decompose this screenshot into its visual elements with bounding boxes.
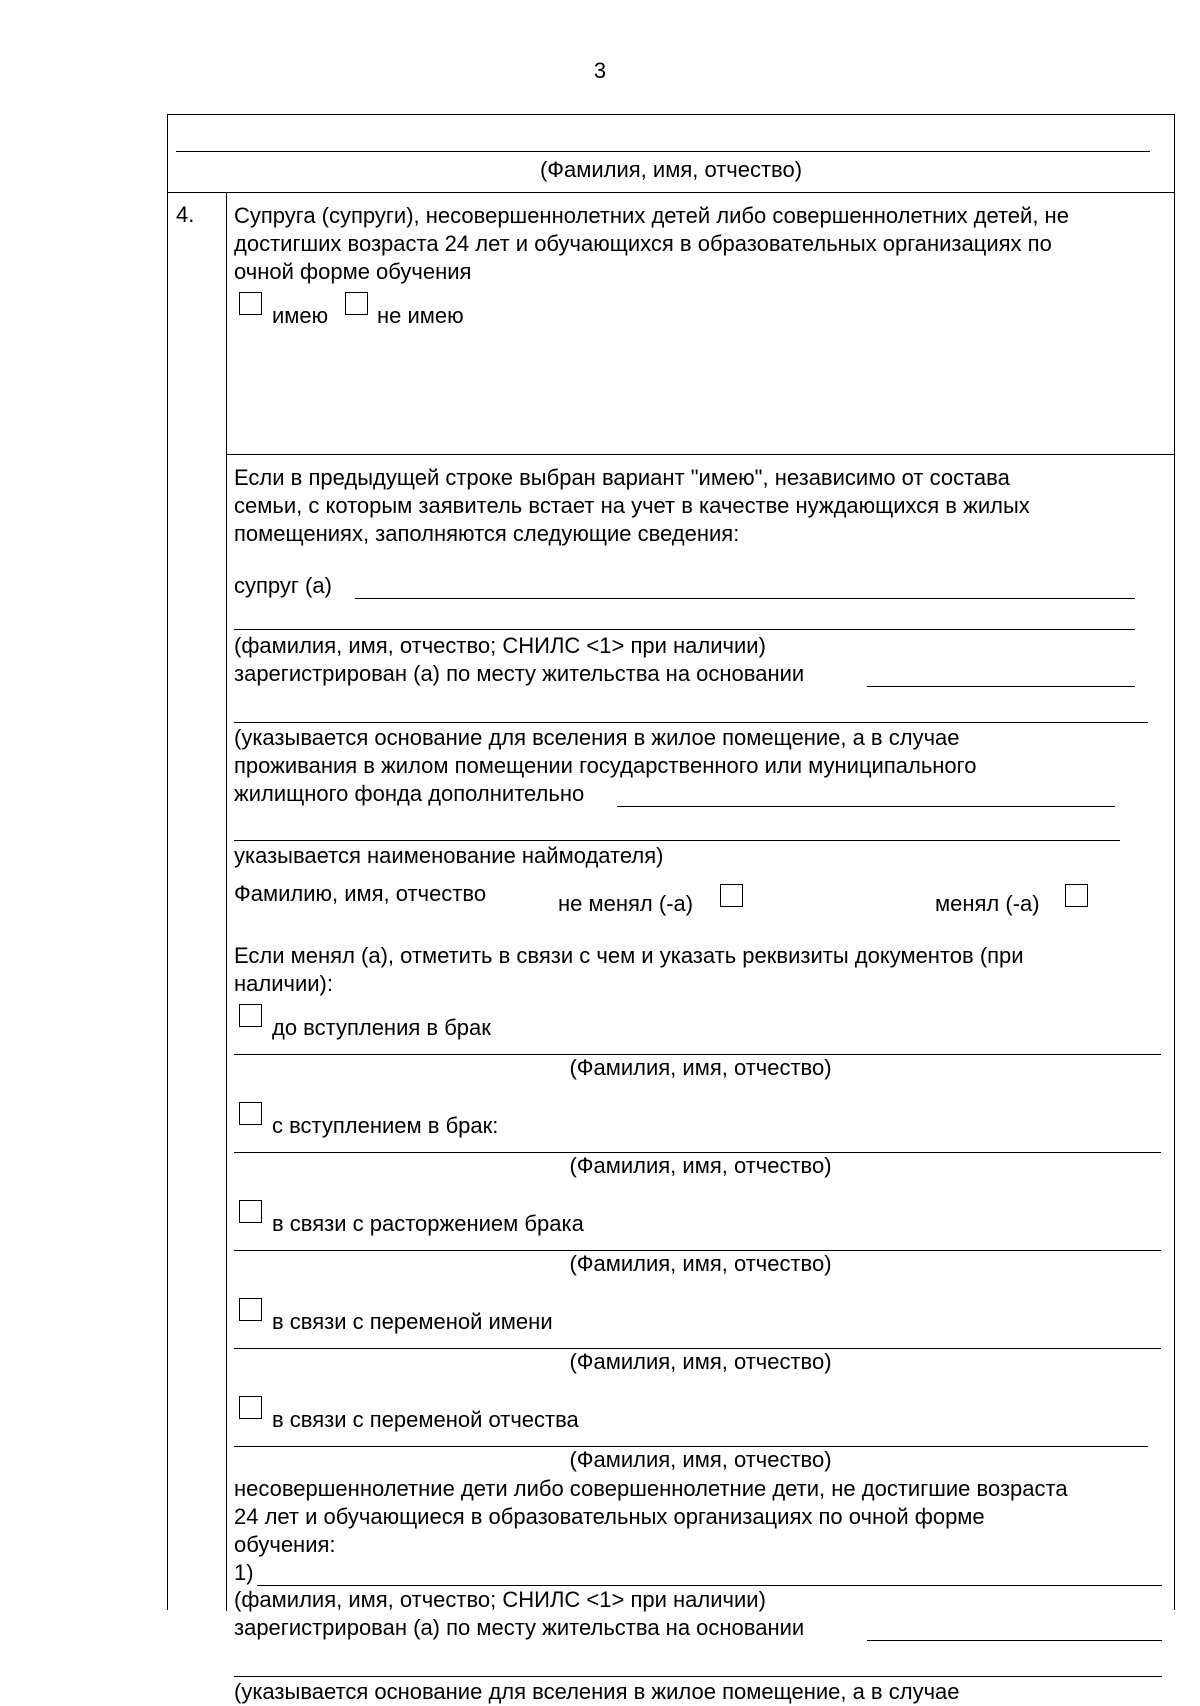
section-number-cell: [168, 192, 227, 1611]
landlord-field[interactable]: [234, 840, 1120, 841]
spouse-label: супруг (а): [234, 573, 332, 598]
not-have-label: не имею: [377, 303, 464, 328]
before-marriage-fio-caption: (Фамилия, имя, отчество): [569, 1055, 832, 1080]
patronymic-change-checkbox[interactable]: [239, 1396, 262, 1419]
additional-info-field[interactable]: [617, 806, 1115, 807]
intro-line-2: семьи, с которым заявитель встает на учет в качестве нуждающихся в жилых: [234, 493, 1030, 518]
intro-line-1: Если в предыдущей строке выбран вариант "имею", независимо от состава: [234, 465, 1010, 490]
child-basis-field[interactable]: [234, 1676, 1162, 1677]
basis-line-1: (указывается основание для вселения в жилое помещение, а в случае: [234, 725, 960, 750]
not-changed-label: не менял (-а): [558, 891, 694, 916]
spouse-name-field-2[interactable]: [234, 629, 1135, 630]
children-line-3: обучения:: [234, 1532, 336, 1557]
landlord-caption: указывается наименование наймодателя): [234, 843, 664, 868]
have-checkbox[interactable]: [239, 292, 262, 315]
applicant-name-caption: (Фамилия, имя, отчество): [539, 157, 803, 182]
divorce-label: в связи с расторжением брака: [272, 1211, 584, 1236]
name-change-fio-caption: (Фамилия, имя, отчество): [569, 1349, 832, 1374]
divorce-checkbox[interactable]: [239, 1200, 262, 1223]
form-table: [167, 114, 1175, 1704]
patronymic-change-fio-caption: (Фамилия, имя, отчество): [569, 1447, 832, 1472]
applicant-name-row: [168, 115, 1174, 193]
if-changed-line-2: наличии):: [234, 971, 333, 996]
section-title-line-2: достигших возраста 24 лет и обучающихся в образовательных организациях по: [234, 231, 1052, 256]
name-change-label: Фамилию, имя, отчество: [234, 881, 487, 906]
spouse-registered-label: зарегистрирован (а) по месту жительства на основании: [234, 661, 805, 686]
child-registered-label: зарегистрирован (а) по месту жительства на основании: [234, 1615, 805, 1640]
name-change-reason-label: в связи с переменой имени: [272, 1309, 553, 1334]
section-title-line-3: очной форме обучения: [234, 259, 472, 284]
child-fio-caption: (фамилия, имя, отчество; СНИЛС <1> при наличии): [234, 1587, 766, 1612]
section-title-line-1: Супруга (супруги), несовершеннолетних детей либо совершеннолетних детей, не: [234, 203, 1069, 228]
name-change-checkbox[interactable]: [239, 1298, 262, 1321]
spouse-registration-field[interactable]: [867, 686, 1135, 687]
before-marriage-label: до вступления в брак: [272, 1015, 491, 1040]
with-marriage-checkbox[interactable]: [239, 1102, 262, 1125]
patronymic-change-label: в связи с переменой отчества: [272, 1407, 579, 1432]
not-have-checkbox[interactable]: [345, 292, 368, 315]
intro-line-3: помещениях, заполняются следующие сведения:: [234, 521, 740, 546]
children-line-2: 24 лет и обучающиеся в образовательных организациях по очной форме: [234, 1504, 985, 1529]
changed-checkbox[interactable]: [1065, 884, 1088, 907]
child-1-label: 1): [234, 1560, 254, 1585]
spouse-name-field[interactable]: [355, 598, 1135, 599]
if-changed-line-1: Если менял (а), отметить в связи с чем и указать реквизиты документов (при: [234, 943, 1024, 968]
have-label: имею: [272, 303, 329, 328]
applicant-name-line[interactable]: [176, 151, 1150, 152]
changed-label: менял (-а): [935, 891, 1040, 916]
before-marriage-checkbox[interactable]: [239, 1004, 262, 1027]
spouse-fio-caption: (фамилия, имя, отчество; СНИЛС <1> при наличии): [234, 633, 766, 658]
divorce-fio-caption: (Фамилия, имя, отчество): [569, 1251, 832, 1276]
child-registration-field[interactable]: [867, 1640, 1162, 1641]
with-marriage-fio-caption: (Фамилия, имя, отчество): [569, 1153, 832, 1178]
family-presence-cell: [227, 192, 1174, 455]
child-basis-line: (указывается основание для вселения в жилое помещение, а в случае: [234, 1679, 960, 1704]
with-marriage-label: с вступлением в брак:: [272, 1113, 499, 1138]
children-line-1: несовершеннолетние дети либо совершеннолетние дети, не достигшие возраста: [234, 1476, 1068, 1501]
page-number: 3: [593, 58, 607, 83]
basis-line-3: жилищного фонда дополнительно: [234, 781, 585, 806]
section-number: 4.: [176, 202, 195, 227]
not-changed-checkbox[interactable]: [720, 884, 743, 907]
spouse-basis-field[interactable]: [234, 722, 1148, 723]
basis-line-2: проживания в жилом помещении государственного или муниципального: [234, 753, 977, 778]
